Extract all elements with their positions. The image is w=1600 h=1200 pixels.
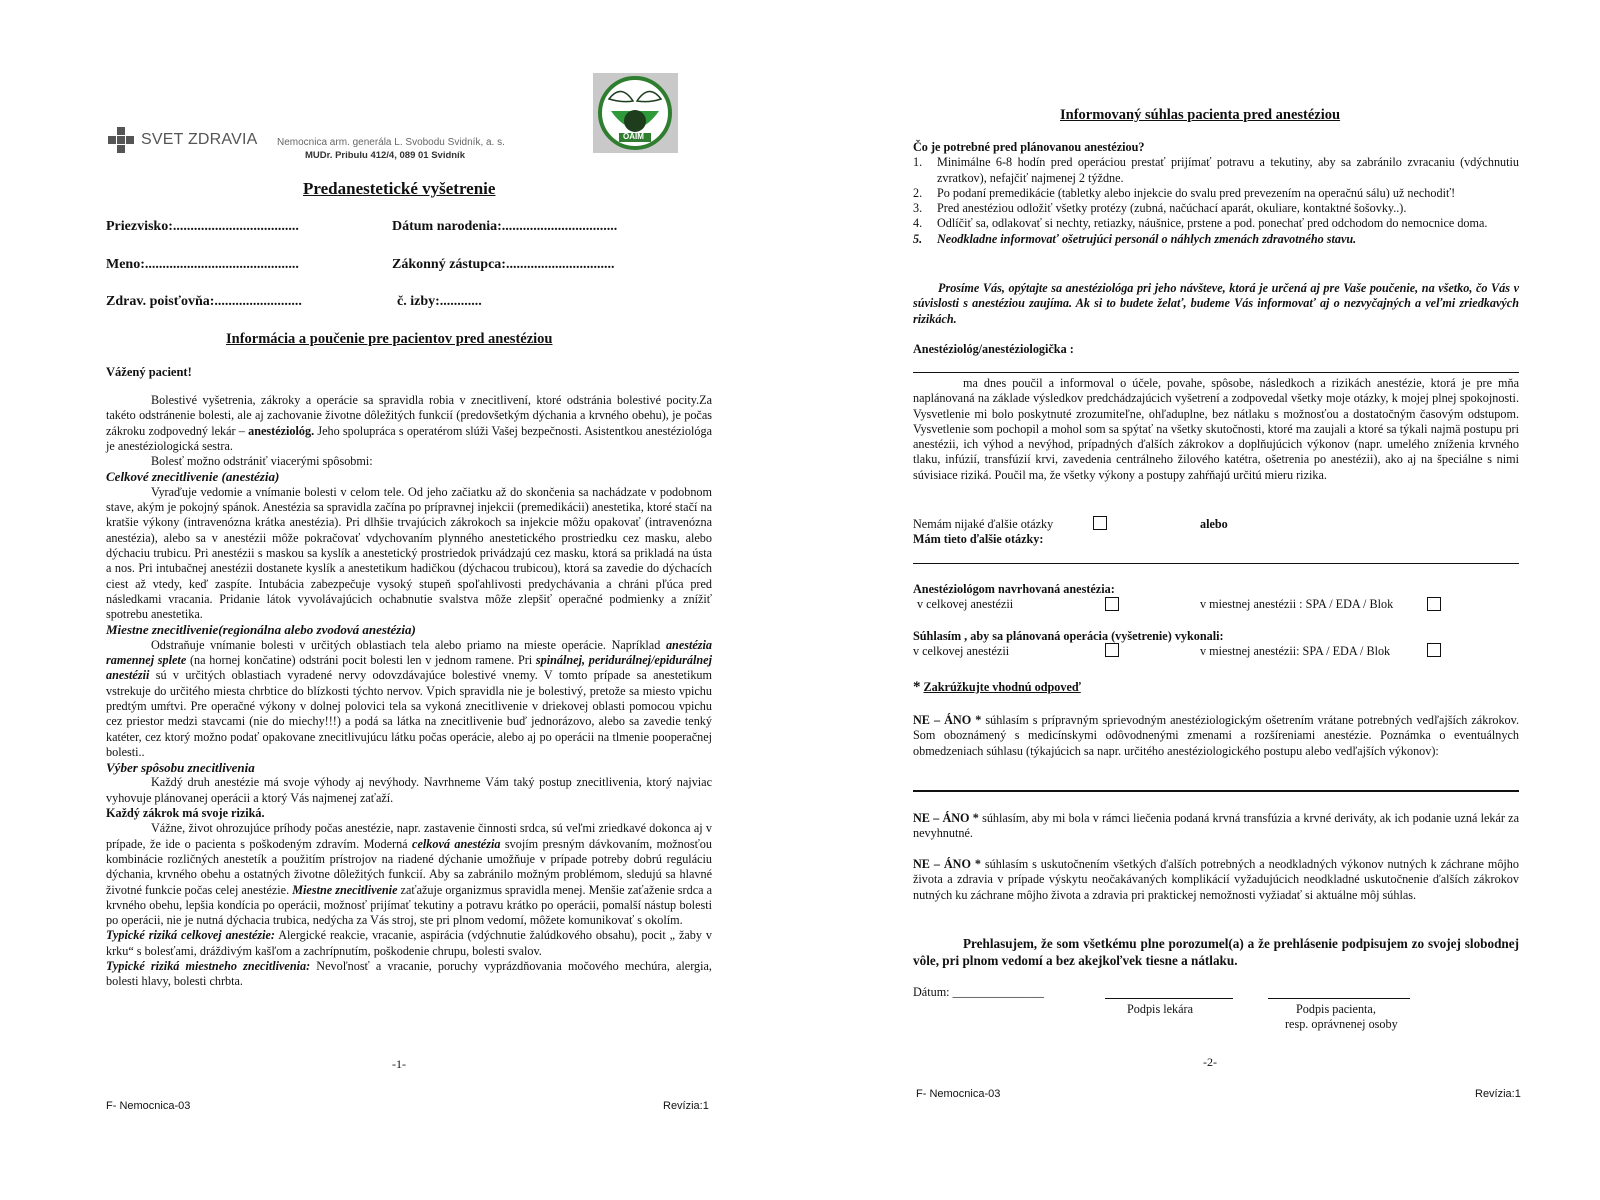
preparation-item <box>913 216 1519 231</box>
surname-field[interactable]: Priezvisko:.................................... <box>106 219 299 234</box>
preparation-list <box>913 155 1519 247</box>
intro-text-end: Jeho spolupráca s operatérom slúži Vašej bezpečnosti. Asistentkou anestéziológa je anestéziologická sestra. <box>106 423 713 453</box>
svet-zdravia-logo-icon <box>108 127 134 155</box>
preparation-section <box>913 140 1519 247</box>
risks-text-e: zaťažuje organizmus spravidla menej. Menšie zaťaženie srdca a krvného obehu, lepšia kondícia po operácii, možnosť prijímať tekutiny a potravu krátko po operácii, pomalší nástup bolesti po operácii, nie je nutná dýchacia trubica, nedýcha za Vás stroj, ste pri plnom vedomí, môžete komunikovať s okolím. <box>106 882 712 928</box>
consent-1-paragraph <box>913 713 1519 759</box>
item-text: Pred anestéziou odložiť všetky protézy (zubná, načúchací aparát, okuliare, kontaktné šošovky..). <box>937 201 1407 216</box>
footer-right-2: Revízia:1 <box>1475 1088 1521 1100</box>
typical-general-label: Typické riziká celkovej anestézie: <box>106 928 275 943</box>
local-text-e: sú v určitých oblastiach vyradené nervy odovzdávajúce bolestivé vnemy. V tomto prípade sa anestetikum vstrekuje do určitého miesta chrbtice do blízkosti týchto nervov. Vpich spravidla nie je bolestivý, pretože sa miesto vpichu predtým umŕtvi. Pre operačné výkony v dolnej polovici tela sa vykoná znecitlivenie v driekovej oblasti pomocou vpichu cez priestor medzi stavcami (nie do miechy!!!) a podá sa látka na znecitlivenie buď jednorázovo, alebo sa zavedie tenký katéter, cez ktorý možno podať opakovane znecitlivujúcu látku počas operácie, alebo aj po operácii na tlmenie pooperačnej bolesti.. <box>106 668 712 759</box>
risks-text-c: svojím presným dávkovaním, možnosťou kombinácie rozličných anestetík a použitím prístrojov na riadené dýchanie umožňuje v prípade potreby dobrú reguláciu dýchania, krvného obehu a ostatných životne dôležitých funkcií. Aby sa zabránilo možným problémom, sledujú sa hlavné životné funkcie počas celej anestézie. <box>106 836 712 897</box>
consent-general-checkbox[interactable] <box>1105 643 1119 657</box>
greeting: Vážený pacient! <box>106 365 192 379</box>
request-paragraph: Prosíme Vás, opýtajte sa anestéziológa pri jeho návšteve, ktorá je určená aj pre Vaše poučenie, na všetko, čo Vás v súvislosti s anestéziou zaujíma. Ak si to budete želať, budeme Vás informovať aj o nezvyčajných a veľmi zriedkavých rizikách. <box>913 281 1519 326</box>
preparation-item <box>913 186 1519 201</box>
birth-date-field[interactable]: Dátum narodenia:................................. <box>392 219 618 234</box>
preparation-heading: Čo je potrebné pred plánovanou anestéziou? <box>913 140 1145 154</box>
risks-heading: Každý zákrok má svoje riziká. <box>106 806 265 821</box>
information-body <box>106 393 712 990</box>
consent-3-text: súhlasím s uskutočnením všetkých ďalších potrebných a neodkladných výkonov nutných k záchrane môjho života a zdravia v prípade výskytu neočakávaných komplikácií vyžadujúcich neodkladné uskutočnenie ďalších zákrokov nutných ku záchrane môjho života a zdravia pri praktickej nemožnosti vyžiadať si aktuálne môj súhlas. <box>913 857 1519 902</box>
item-text: Neodkladne informovať ošetrujúci personál o náhlych zmenách zdravotného stavu. <box>937 231 1357 246</box>
star-mark: * <box>913 679 921 695</box>
local-text-d: spinálnej, peridurálnej/epidurálnej anestézii <box>106 653 712 683</box>
patient-signature-sublabel: resp. oprávnenej osoby <box>1285 1017 1398 1031</box>
or-label: alebo <box>1200 517 1228 531</box>
page-number-2: -2- <box>1203 1055 1217 1069</box>
item-text: Po podaní premedikácie (tabletky alebo injekcie do svalu pred prevezením na operačnú sálu) už nechodiť! <box>937 185 1456 200</box>
consent-1-choice[interactable]: NE – ÁNO * <box>913 713 982 727</box>
ways-paragraph: Bolesť možno odstrániť viacerými spôsobmi: <box>151 454 373 469</box>
item-number: 3. <box>913 201 923 216</box>
oaim-emblem <box>593 73 678 153</box>
anesthesiologist-label: Anestéziológ/anestéziologička : <box>913 342 1074 356</box>
item-number: 2. <box>913 185 923 200</box>
proposed-general-checkbox[interactable] <box>1105 597 1119 611</box>
consent-local-checkbox[interactable] <box>1427 643 1441 657</box>
anesthesiologist-term: anestéziológ. <box>248 423 315 438</box>
consent-local-label: v miestnej anestézii: SPA / EDA / Blok <box>1200 644 1391 658</box>
date-field[interactable]: Dátum: _______________ <box>913 985 1045 999</box>
consent-3-choice[interactable]: NE – ÁNO * <box>913 857 981 871</box>
consent-1-text: súhlasím s prípravným sprievodným anestéziologickým ošetrením vrátane potrebných vedľajších zákrokov. Som oboznámený s medicínskymi odôvodnenými zmenami a rozšíreniami anestézie. Poznámka o eventuálnych obmedzeniach súhlasu (týkajúcich sa napr. určitého anestéziologického postupu alebo vedľajších výkonov): <box>913 713 1520 758</box>
risks-text-d: Miestne znecitlivenie <box>292 882 398 897</box>
local-text-b: anestézia ramennej splete <box>106 637 712 668</box>
patient-signature-line[interactable] <box>1268 998 1410 999</box>
risks-text-b: celková anestézia <box>412 836 501 851</box>
proposed-general-label: v celkovej anestézii <box>917 597 1014 611</box>
patient-signature-label: Podpis pacienta, <box>1296 1002 1376 1016</box>
anesthesiologist-line[interactable] <box>913 372 1519 373</box>
general-anesthesia-heading: Celkové znecitlivenie (anestézia) <box>106 469 280 485</box>
circle-note-text: Zakrúžkujte vhodnú odpoveď <box>923 680 1081 694</box>
risks-text <box>106 821 712 928</box>
typical-local-risks <box>106 959 712 990</box>
item-number: 1. <box>913 155 923 170</box>
preparation-item <box>913 232 1519 247</box>
logo-text: SVET ZDRAVIA <box>141 131 258 148</box>
oaim-label: OAIM <box>623 132 644 141</box>
consent-2-choice[interactable]: NE – ÁNO * <box>913 811 979 825</box>
local-anesthesia-text <box>106 638 712 760</box>
consent-3-paragraph <box>913 857 1519 903</box>
item-text: Odlíčiť sa, odlakovať si nechty, retiazky, náušnice, prstene a pod. ponechať pred odchodom do nemocnice doma. <box>937 216 1488 231</box>
typical-general-text: Alergické reakcie, vracanie, aspirácia (vdýchnutie žalúdkového obsahu), pocit „ žaby v krku“ s bolesťami, dráždivým kašľom a zachrípnutím, poškodenie chrupu, bolesti svalov. <box>106 928 712 958</box>
hospital-name: Nemocnica arm. generála L. Svobodu Svidník, a. s. <box>277 137 505 148</box>
room-field[interactable]: č. izby:............ <box>397 294 482 309</box>
local-text-a: Odstraňuje vnímanie bolesti v určitých oblastiach tela alebo priamo na mieste operácie. Napríklad <box>151 637 666 652</box>
informed-paragraph: ma dnes poučil a informoval o účele, povahe, spôsobe, následkoch a rizikách anestézie, ktorá je pre mňa naplánovaná na základe výsledkov predchádzajúcich vyšetrení a zodpovedal všetky moje otázky, k mojej plnej spokojnosti. Vysvetlenie mi bolo poskytnuté zrozumiteľne, ohľaduplne, bez nátlaku s možnosťou a dostatočným časovým odstupom. Vysvetlenie som pochopil a mohol som sa spýtať na všetky skutočnosti, ktoré ma zaujali a ktoré sa týkali najmä postupu pri anestézii, ich výhod a nevýhod, prípadných ďalších zákrokov a doplňujúcich výkonov (napr. umelého zníženia krvného tlaku, infúzií, transfúzií krvi, zavedenia centrálneho žilového katétra, ošetrenia po anestézii), ako aj na špeciálne s nimi súvisiace riziká. Poučil ma, že všetky výkony a postupy zahŕňajú určitú mieru rizika. <box>913 376 1519 482</box>
footer-left-1: F- Nemocnica-03 <box>106 1100 191 1112</box>
page-number-1: -1- <box>392 1057 406 1071</box>
choice-heading: Výber spôsobu znecitlivenia <box>106 760 255 776</box>
item-number: 4. <box>913 216 923 231</box>
consent-2-text: súhlasím, aby mi bola v rámci liečenia podaná krvná transfúzia a krvné deriváty, ak ich podanie uzná lekár za nevyhnutné. <box>913 811 1520 841</box>
no-questions-checkbox[interactable] <box>1093 516 1107 530</box>
legal-rep-field[interactable]: Zákonný zástupca:............................... <box>392 257 615 272</box>
restrictions-line[interactable] <box>913 790 1519 792</box>
preparation-item <box>913 201 1519 216</box>
footer-right-1: Revízia:1 <box>663 1100 709 1112</box>
proposed-local-label: v miestnej anestézii : SPA / EDA / Blok <box>1200 597 1394 611</box>
item-number: 5. <box>913 231 923 246</box>
typical-local-label: Typické riziká miestneho znecitlivenia: <box>106 958 311 973</box>
declaration: Prehlasujem, že som všetkému plne porozumel(a) a že prehlásenie podpisujem zo svojej slobodnej vôle, pri plnom vedomí a bez akejkoľvek tiesne a nátlaku. <box>913 936 1519 968</box>
doctor-signature-line[interactable] <box>1105 998 1233 999</box>
footer-left-2: F- Nemocnica-03 <box>916 1088 1001 1100</box>
item-text: Minimálne 6-8 hodín pred operáciou prestať prijímať potravu a tekutiny, aby sa zabránilo zvracaniu (vdýchnutiu zvratkov), nefajčiť najmenej 2 týždne. <box>937 155 1519 185</box>
local-anesthesia-heading: Miestne znecitlivenie(regionálna alebo zvodová anestézia) <box>106 622 416 638</box>
consent-general-label: v celkovej anestézii <box>913 644 1010 658</box>
circle-note <box>913 679 1081 696</box>
intro-paragraph <box>106 393 712 454</box>
proposed-anesthesia-label: Anestéziológom navrhovaná anestézia: <box>913 582 1115 596</box>
preparation-item <box>913 155 1519 186</box>
have-questions-label: Mám tieto ďalšie otázky: <box>913 532 1044 546</box>
choice-text: Každý druh anestézie má svoje výhody aj nevýhody. Navrhneme Vám taký postup znecitlivenia, ktorý najviac vyhovuje plánovanej operácii a ktorý Vás najmenej zaťaží. <box>106 775 712 805</box>
intro-text: Bolestivé vyšetrenia, zákroky a operácie sa spravidla robia v znecitlivení, ktoré odstránia bolestivé pocity.Za takéto odstránenie bolesti, ale aj zachovanie životne dôležitých funkcií (predovšetkým dýchania a krvného obehu), je počas zákroku zodpovedný lekár – <box>106 393 712 438</box>
consent-operation-label: Súhlasím , aby sa plánovaná operácia (vyšetrenie) vykonali: <box>913 629 1224 643</box>
hospital-address: MUDr. Pribulu 412/4, 089 01 Svidník <box>305 150 465 161</box>
risks-text-a: Vážne, život ohrozujúce príhody počas anestézie, napr. zastavenie činnosti srdca, sú veľmi zriedkavé dokonca aj v prípade, že ide o pacienta s poškodeným zdravím. Moderná <box>106 821 712 851</box>
proposed-local-checkbox[interactable] <box>1427 597 1441 611</box>
consent-2-paragraph <box>913 811 1519 842</box>
consent-title: Informovaný súhlas pacienta pred anestéziou <box>1060 107 1341 123</box>
section-subtitle: Informácia a poučenie pre pacientov pred anestéziou <box>226 331 553 347</box>
general-anesthesia-text: Vyraďuje vedomie a vnímanie bolesti v celom tele. Od jeho začiatku až do skončenia sa nachádzate v podobnom stave, akým je pokojný spánok. Anestézia sa spravidla začína po prípravnej injekcii (premedikácii) anestetika, ktoré stačí na kratšie výkony (intravenózna krátka anestézia). Pri dlhšie trvajúcich zákrokoch sa injekcie môžu opakovať (intravenózna anestézia), alebo sa v anestézii môže pokračovať vdychovaním plynného anestetického prostriedku cez masku, alebo dýchaciu trubicu. Pri anestézii s maskou sa kyslík a anestetický prostriedok privádzajú cez masku, ktorá sa prikladá na ústa a nos. Pri intubačnej anestézii dostanete kyslík a anestetikum hadičkou (dýchacou trubicou), ktorá sa zavedie do dýchacích ciest až vtedy, keď zaspíte. Intubácia zabezpečuje vysoký stupeň spoľahlivosti predychávania a chráni pľúca pred následkami vracania. Pridanie látok vyvolávajúcich ochabnutie svalstva môže zlepšiť operačné podmienky a znížiť spotrebu anestetika. <box>106 484 712 622</box>
name-field[interactable]: Meno:............................................ <box>106 257 299 272</box>
typical-general-risks <box>106 928 712 959</box>
doctor-signature-label: Podpis lekára <box>1127 1002 1194 1016</box>
page-title: Predanestetické vyšetrenie <box>303 179 496 198</box>
no-questions-label: Nemám nijaké ďalšie otázky <box>913 517 1054 531</box>
oaim-logo-icon <box>593 73 678 153</box>
insurance-field[interactable]: Zdrav. poisťovňa:......................... <box>106 294 302 309</box>
typical-local-text: Nevoľnosť a vracanie, poruchy vyprázdňovania močového mechúra, alergia, bolesti hlavy, bolesti chrbta. <box>106 958 712 989</box>
questions-line[interactable] <box>913 563 1519 564</box>
local-text-c: (na hornej končatine) odstráni pocit bolesti len v jednom ramene. Pri <box>186 653 536 668</box>
